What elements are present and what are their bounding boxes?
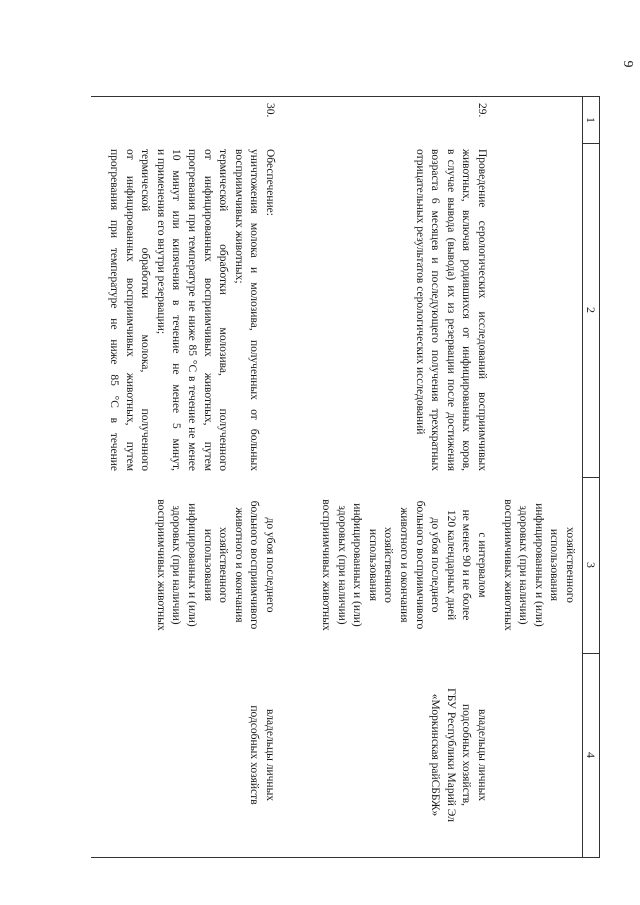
text-line: здоровых (при наличии) bbox=[170, 505, 183, 625]
column-header-3: 3 bbox=[584, 562, 598, 568]
rotated-landscape-sheet bbox=[92, 96, 600, 856]
text-line: владельцы личных bbox=[264, 708, 276, 802]
page-number: 9 bbox=[620, 60, 635, 68]
text-line: животных, включая родившихся от инфицированных коров, bbox=[460, 149, 473, 471]
text-line: животного и окончания bbox=[232, 507, 245, 623]
text-line: восприимчивых животных; bbox=[232, 149, 245, 284]
column-header-4: 4 bbox=[584, 752, 598, 758]
text-line: больного восприимчивого bbox=[413, 500, 426, 630]
column-divider bbox=[583, 143, 599, 144]
text-line: прогревания при температуре не ниже 85 °С в течение не менее bbox=[186, 149, 199, 471]
text-line: ГБУ Республики Марий Эл bbox=[444, 688, 457, 822]
text-line: в случае вывода (вывода) их из резервации после достижения bbox=[444, 149, 457, 471]
text-line: использования bbox=[548, 528, 561, 602]
text-line: больного восприимчивого bbox=[248, 500, 261, 630]
text-line: животного и окончания bbox=[398, 507, 411, 623]
responsible-cell-30 bbox=[246, 659, 277, 851]
text-line: владельцы личных bbox=[476, 708, 488, 802]
text-line: инфицированных и (или) bbox=[532, 503, 545, 627]
text-line: здоровых (при наличии) bbox=[517, 505, 530, 625]
text-line: возраста 6 месяцев и последующего получения трехкратных bbox=[429, 149, 442, 471]
text-line: прогревания при температуре не ниже 85 °С в течение bbox=[108, 149, 121, 471]
text-line: уничтожения молока и молозива, полученных от больных bbox=[248, 149, 261, 471]
text-line: до убоя последнего bbox=[429, 517, 442, 613]
text-line: 120 календарных дней bbox=[444, 509, 457, 621]
column-header-1: 1 bbox=[584, 117, 598, 123]
text-line: хозяйственного bbox=[382, 527, 395, 603]
responsible-cell-29 bbox=[427, 659, 489, 851]
text-line: Обеспечение: bbox=[264, 149, 276, 216]
text-line: 10 минут или кипячения в течение не менее 5 минут, bbox=[170, 149, 183, 471]
text-line: с интервалом bbox=[476, 532, 488, 598]
row-number-30: 30. bbox=[264, 103, 276, 118]
measure-cell-30 bbox=[105, 149, 277, 471]
text-line: восприимчивых животных bbox=[320, 499, 333, 631]
text-line: подсобных хозяйств, bbox=[460, 703, 473, 807]
column-divider bbox=[583, 653, 599, 654]
text-line: термической обработки молозива, полученного bbox=[217, 149, 230, 471]
text-line: до убоя последнего bbox=[264, 517, 276, 613]
text-line: использования bbox=[201, 528, 214, 602]
text-line: использования bbox=[366, 528, 379, 602]
text-line: Проведение серологических исследований восприимчивых bbox=[476, 149, 488, 471]
term-cell-29 bbox=[317, 483, 489, 647]
term-cell-30 bbox=[152, 483, 277, 647]
text-line: термической обработки молока, полученного bbox=[139, 149, 152, 471]
text-line: хозяйственного bbox=[217, 527, 230, 603]
column-header-2: 2 bbox=[584, 307, 598, 313]
text-line: восприимчивых животных bbox=[154, 499, 167, 631]
text-line: от инфицированных восприимчивых животных, путем bbox=[123, 149, 136, 471]
text-line: подсобных хозяйств bbox=[248, 705, 261, 805]
text-line: здоровых (при наличии) bbox=[335, 505, 348, 625]
column-divider bbox=[583, 477, 599, 478]
measure-cell-29 bbox=[411, 149, 489, 471]
text-line: инфицированных и (или) bbox=[186, 503, 199, 627]
row-number-29: 29. bbox=[476, 103, 488, 118]
text-line: не менее 90 и не более bbox=[460, 509, 473, 621]
text-line: «Моркинская райСББЖ» bbox=[429, 693, 442, 817]
text-line: от инфицированных восприимчивых животных, путем bbox=[201, 149, 214, 471]
text-line: инфицированных и (или) bbox=[351, 503, 364, 627]
continued-term-cell bbox=[499, 483, 577, 647]
text-line: восприимчивых животных bbox=[501, 499, 514, 631]
text-line: и применения его внутри резервации; bbox=[154, 149, 167, 335]
measures-table bbox=[91, 96, 600, 858]
text-line: отрицательных результатов серологических исследований bbox=[413, 149, 426, 435]
text-line: хозяйственного bbox=[564, 527, 576, 603]
